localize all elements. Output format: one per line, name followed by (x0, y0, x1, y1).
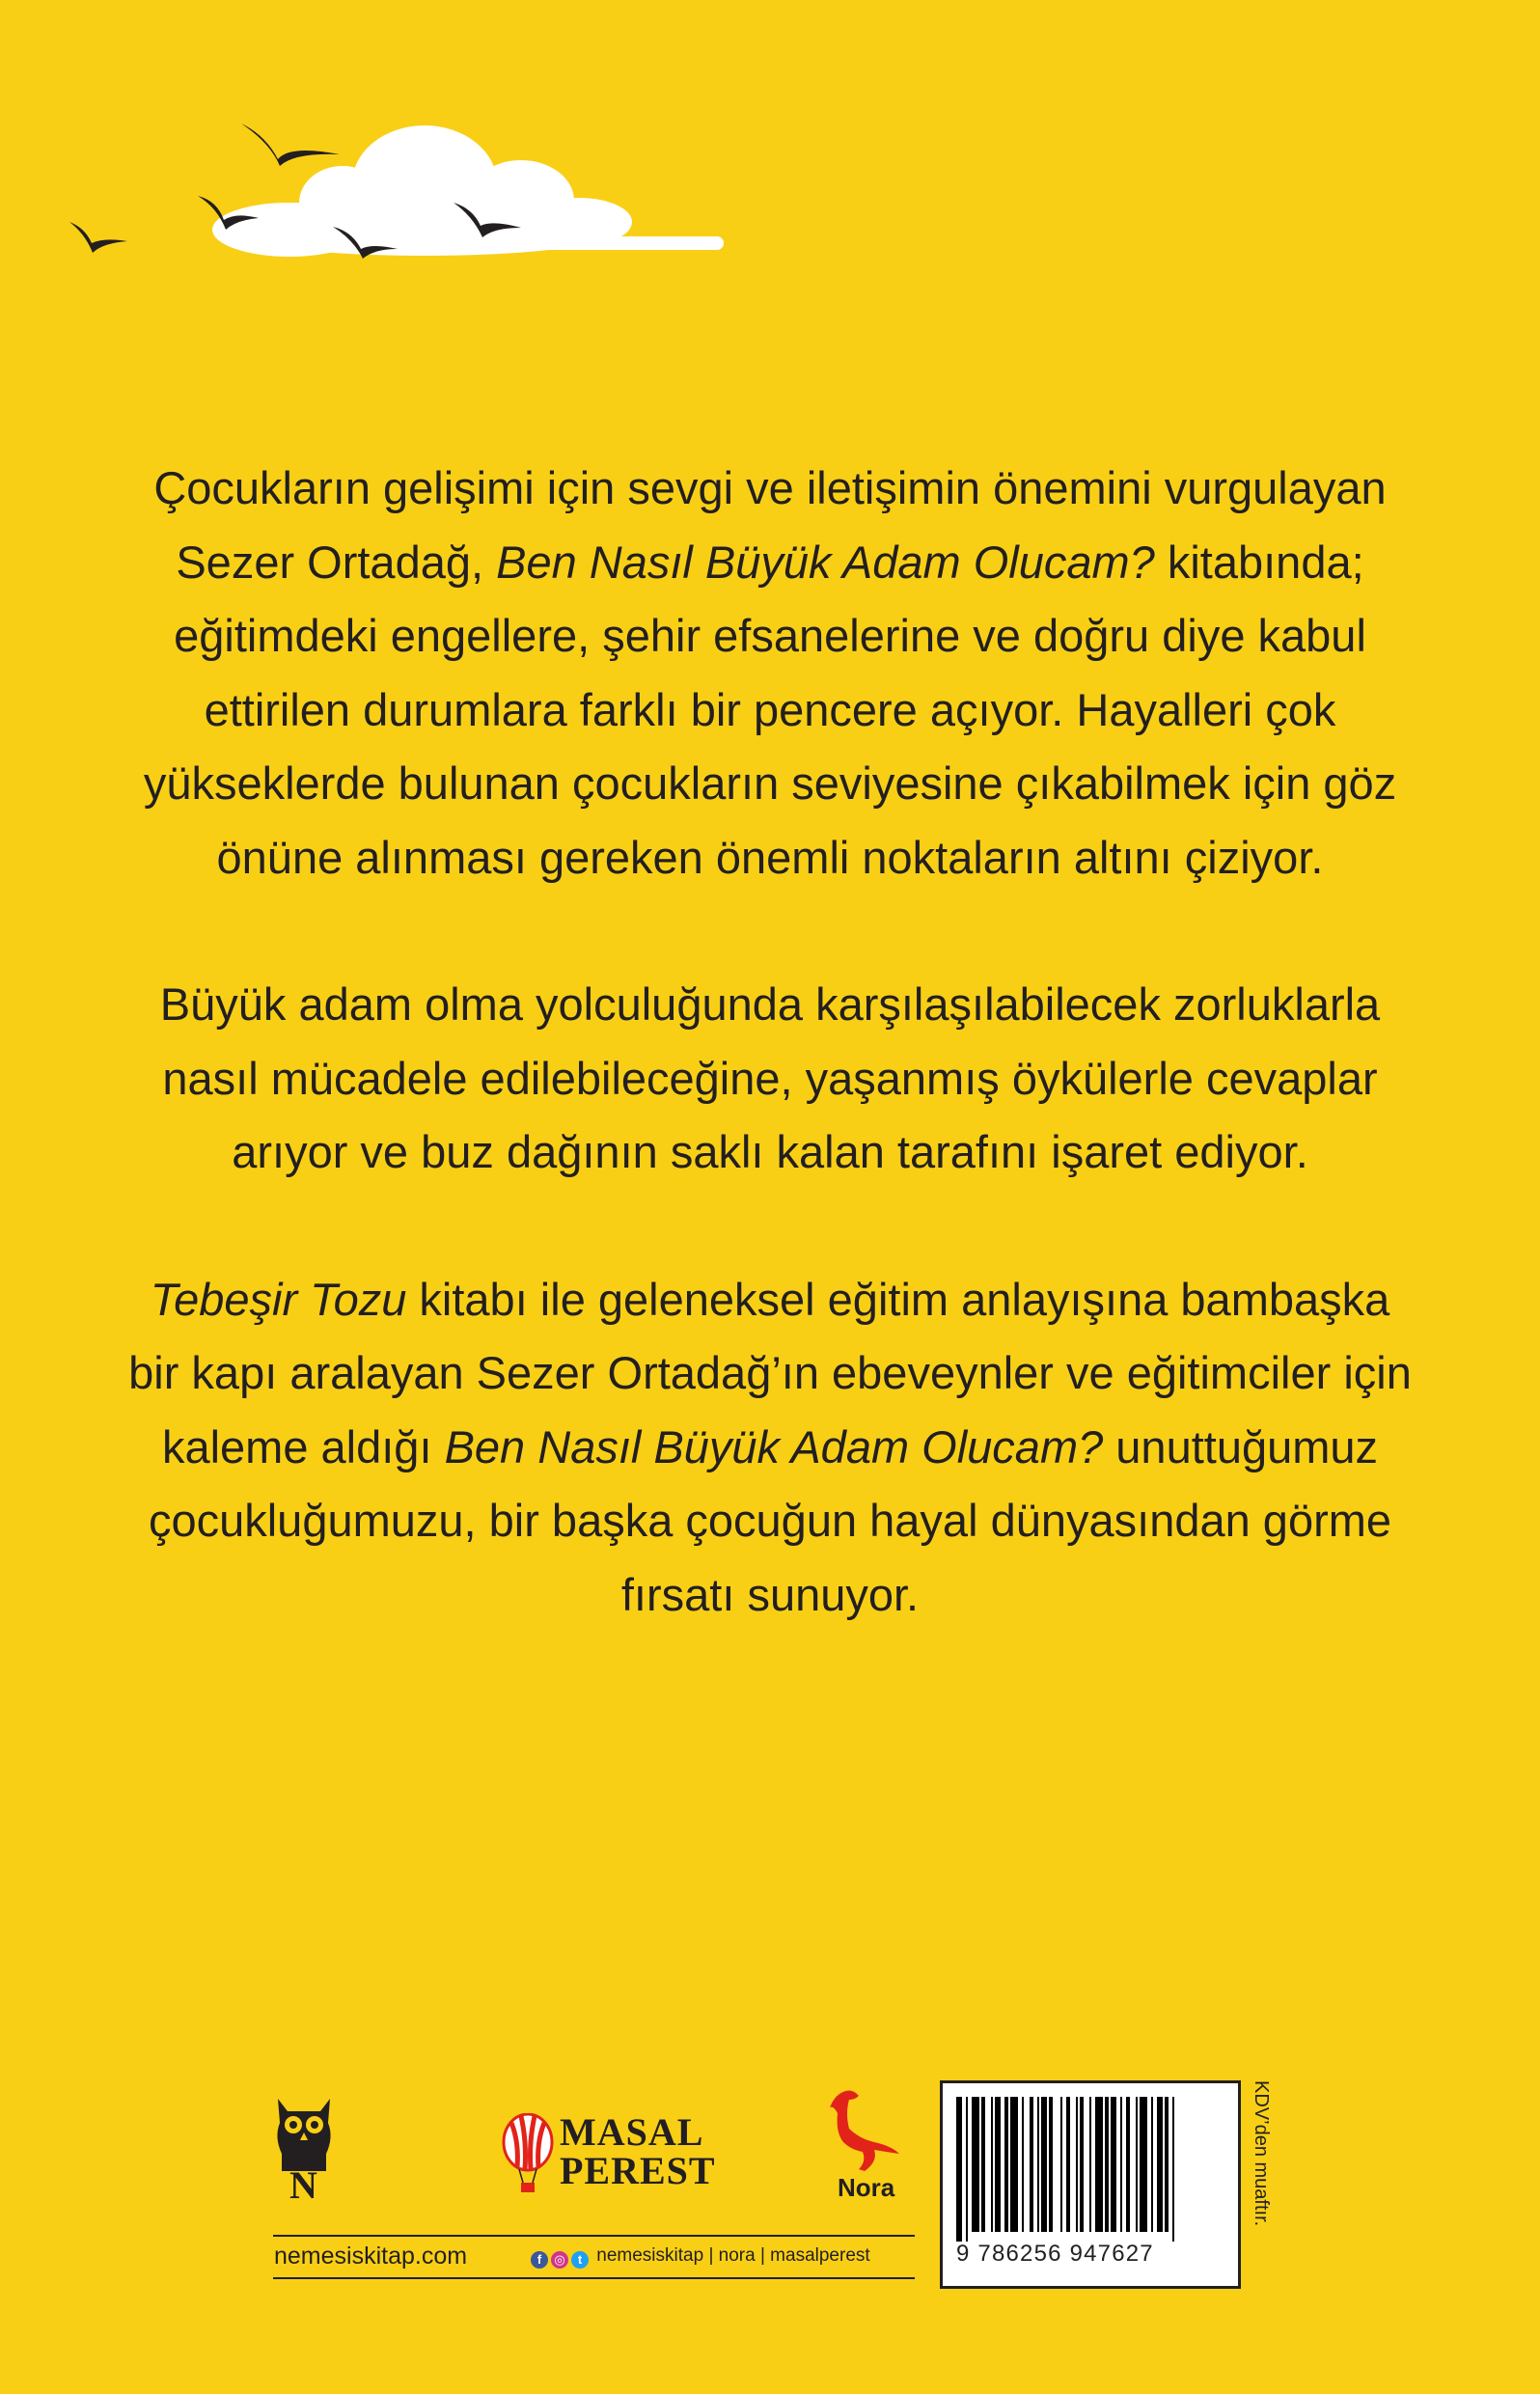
nora-logo (811, 2084, 917, 2205)
blurb-p1-s4: kitabında; eğitimdeki engellere, şehir efsanelerine ve doğru diye kabul ettirilen durumlara farklı bir pencere açıyor. Hayalleri çok yükseklerde bulunan çocukların seviyesine çıkabilmek için göz önüne alınması gereken önemli noktaların altını çiziyor. (143, 536, 1397, 883)
barcode-bar (972, 2097, 979, 2232)
blurb-p1-s2: Sezer Ortadağ, (176, 536, 497, 588)
bird-3 (69, 222, 127, 253)
masalperest-logo (502, 2110, 716, 2200)
footer-divider-bottom (273, 2277, 915, 2279)
nemesis-owl-logo (270, 2094, 338, 2200)
barcode-bar (1066, 2097, 1070, 2232)
facebook-icon[interactable]: f (531, 2251, 548, 2269)
balloon-icon (502, 2113, 554, 2200)
barcode-bar (1049, 2097, 1053, 2232)
blurb-p3-s2: kitabı ile geleneksel eğitim anlayışına bambaşka bir kapı aralayan Sezer Ortadağ’ın ebeveynler ve eğitimciler için kaleme aldığı (128, 1273, 1412, 1472)
isbn-number: 9 786256 947627 (956, 2241, 1154, 2267)
barcode-bar (1030, 2097, 1033, 2232)
barcode-bar (1111, 2097, 1116, 2232)
barcode-bar (1157, 2097, 1163, 2232)
barcode-bar (1120, 2097, 1122, 2232)
blurb-p1-s1: Çocukların gelişimi için sevgi ve iletişimin önemini vurgulayan (153, 462, 1387, 513)
barcode-bar (981, 2097, 985, 2232)
barcode-bar (1004, 2097, 1008, 2232)
barcode-bar (1172, 2097, 1174, 2242)
barcode-bar (1105, 2097, 1109, 2232)
greyhound-icon (811, 2084, 917, 2176)
social-handles (531, 2241, 870, 2271)
masal-line-2: PEREST (560, 2149, 716, 2192)
barcode-bar (1022, 2097, 1024, 2232)
footer-divider-top (273, 2235, 915, 2237)
cloud (212, 125, 724, 257)
publisher-logos (270, 2084, 926, 2200)
website-link[interactable]: nemesiskitap.com (274, 2243, 468, 2270)
sky-illustration (0, 0, 772, 309)
book-title-italic: Ben Nasıl Büyük Adam Olucam? (496, 536, 1155, 588)
instagram-icon[interactable]: ◎ (551, 2251, 568, 2269)
barcode-bar (1095, 2097, 1103, 2232)
barcode-bar (1037, 2097, 1039, 2232)
social-handles-text: nemesiskitap | nora | masalperest (596, 2245, 870, 2266)
owl-letter: N (289, 2163, 317, 2200)
masal-line-1: MASAL (560, 2110, 704, 2154)
blurb-paragraph-3 (125, 1263, 1415, 1633)
barcode-bar (1140, 2097, 1147, 2232)
barcode-bar (991, 2097, 993, 2232)
blurb-p3-s4: unuttuğumuz çocukluğumuzu, bir başka çocuğun hayal dünyasından görme fırsatı sunuyor. (148, 1420, 1392, 1620)
barcode-bar (995, 2097, 1001, 2232)
barcode-bar (1076, 2097, 1078, 2232)
barcode-bar (1010, 2097, 1018, 2232)
nora-wordmark: Nora (838, 2173, 895, 2202)
previous-book-title: Tebeşir Tozu (150, 1273, 407, 1325)
barcode-bar (956, 2097, 962, 2242)
isbn-barcode (940, 2080, 1241, 2289)
book-title-italic-2: Ben Nasıl Büyük Adam Olucam? (444, 1420, 1104, 1472)
barcode-bar (1151, 2097, 1153, 2232)
back-cover-blurb (125, 452, 1415, 1632)
barcode-bar (1089, 2097, 1091, 2232)
twitter-icon[interactable]: t (571, 2251, 589, 2269)
masalperest-wordmark (560, 2110, 716, 2192)
blurb-paragraph-1 (125, 452, 1415, 894)
barcode-bars (956, 2097, 1223, 2242)
blurb-paragraph-2: Büyük adam olma yolculuğunda karşılaşılabilecek zorluklarla nasıl mücadele edilebileceğine, yaşanmış öykülerle cevaplar arıyor ve buz dağının saklı kalan tarafını işaret ediyor. (159, 978, 1381, 1177)
barcode-bar (1165, 2097, 1169, 2232)
tax-exempt-note: KDV’den muaftır. (1251, 2080, 1272, 2227)
barcode-bar (1060, 2097, 1062, 2232)
bird-1 (241, 124, 340, 166)
barcode-bar (1080, 2097, 1084, 2232)
barcode-bar (1126, 2097, 1130, 2232)
barcode-bar (1041, 2097, 1047, 2232)
barcode-bar (966, 2097, 968, 2242)
barcode-bar (1136, 2097, 1138, 2232)
